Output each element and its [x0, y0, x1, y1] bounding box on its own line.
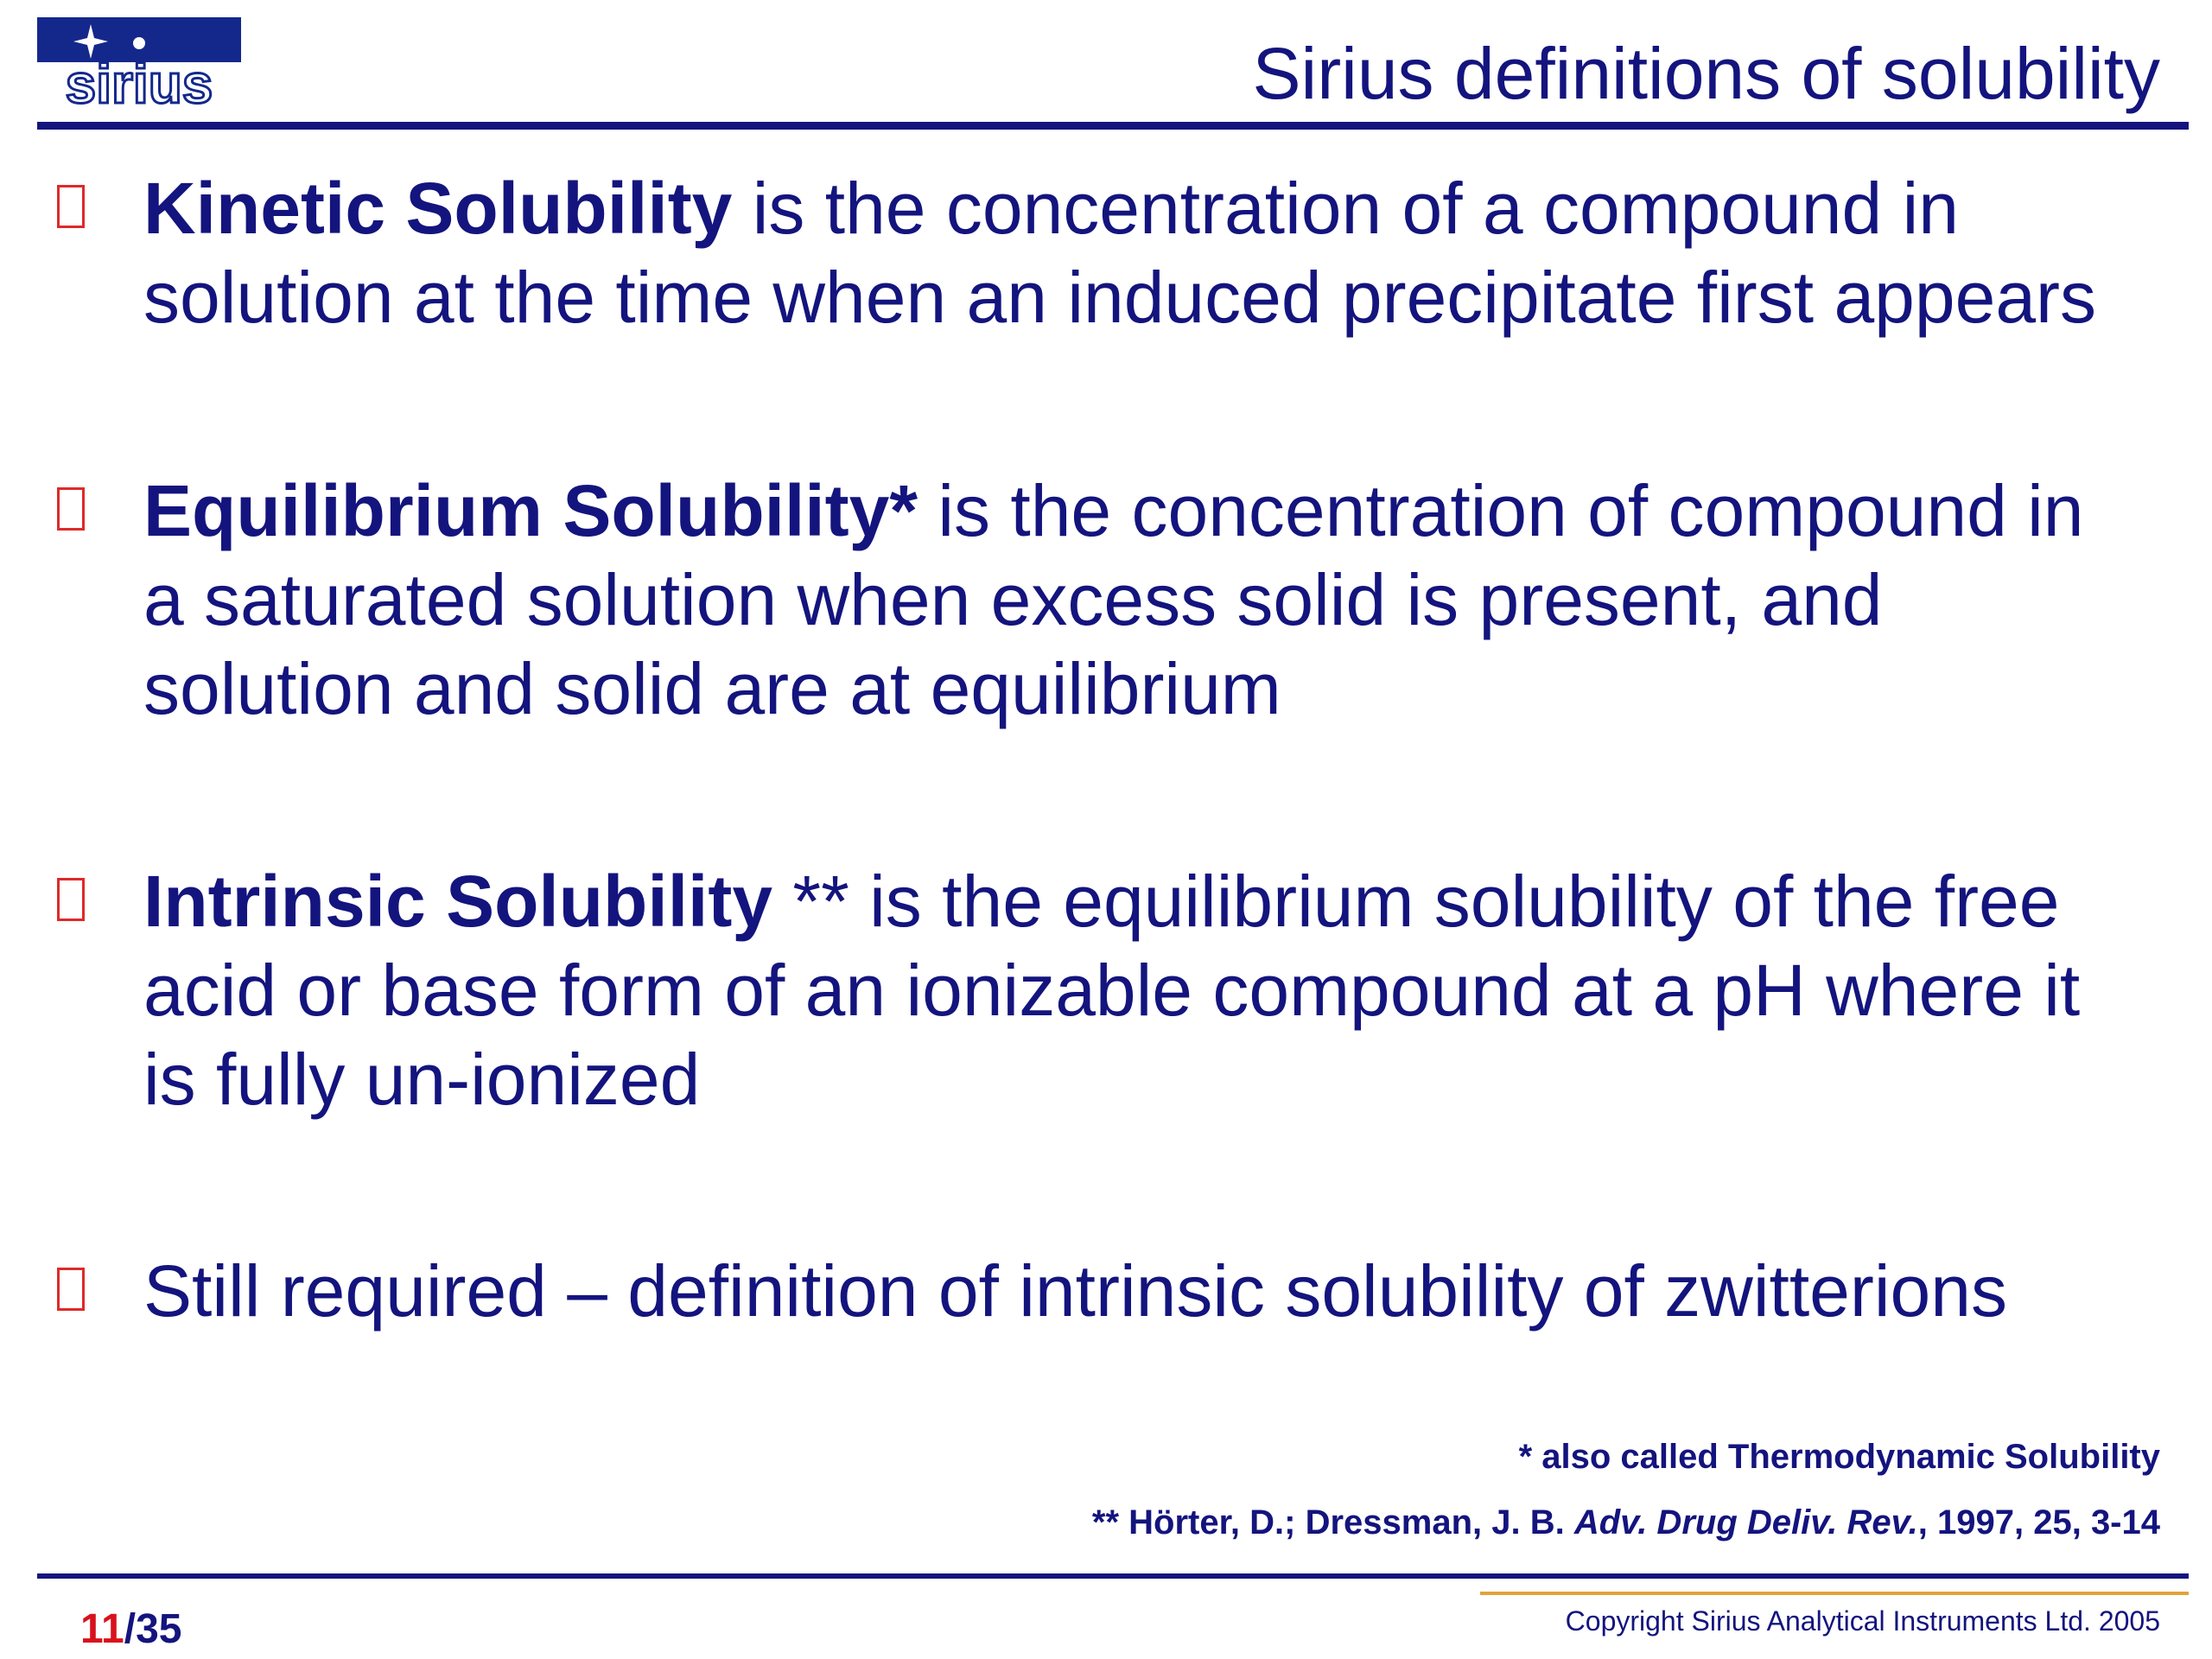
bullet-term: Kinetic Solubility [143, 168, 733, 249]
bullet-kinetic-solubility [143, 164, 2157, 342]
copyright-notice: Copyright Sirius Analytical Instruments Ltd. 2005 [1565, 1605, 2160, 1637]
bullet-line: is fully un-ionized [143, 1039, 701, 1120]
bullet-text: ** is the equilibrium solubility of the free [772, 861, 2060, 942]
footnote-reference [778, 1503, 2160, 1542]
bullet-term: Intrinsic Solubility [143, 861, 773, 942]
bullet-line: solution at the time when an induced precipitate first appears [143, 257, 2097, 338]
bullet-line: Still required – definition of intrinsic solubility of zwitterions [143, 1250, 2007, 1332]
reference-journal: Adv. Drug Deliv. Rev. [1573, 1503, 1918, 1541]
star-icon [37, 17, 241, 106]
page-current: 11 [80, 1606, 124, 1652]
sirius-logo [37, 17, 241, 106]
bullet-line: solution and solid are at equilibrium [143, 648, 1281, 729]
reference-details: , 1997, 25, 3-14 [1917, 1503, 2160, 1541]
logo-text: sirius [65, 53, 213, 106]
footer-divider [37, 1573, 2189, 1579]
bullet-marker-icon [57, 878, 85, 921]
bullet-term: Equilibrium Solubility* [143, 470, 918, 551]
header-divider [37, 122, 2189, 130]
bullet-line [143, 857, 2157, 946]
slide-title: Sirius definitions of solubility [1252, 33, 2160, 114]
footer-accent-line [1480, 1592, 2189, 1595]
bullet-line [143, 164, 2157, 253]
bullet-still-required [143, 1247, 2157, 1336]
bullet-intrinsic-solubility [143, 857, 2157, 1124]
bullet-marker-icon [57, 487, 85, 531]
bullet-line [143, 467, 2157, 556]
bullet-marker-icon [57, 185, 85, 228]
page-total: /35 [124, 1606, 182, 1652]
reference-authors: ** Hörter, D.; Dressman, J. B. [1091, 1503, 1574, 1541]
bullet-text: is the concentration of a compound in [732, 168, 1959, 249]
footnote-thermodynamic: * also called Thermodynamic Solubility [1518, 1438, 2160, 1476]
bullet-equilibrium-solubility [143, 467, 2157, 734]
bullet-line: a saturated solution when excess solid is present, and [143, 559, 1883, 640]
bullet-line: acid or base form of an ionizable compound at a pH where it [143, 950, 2081, 1031]
bullet-marker-icon [57, 1268, 85, 1311]
page-number [80, 1605, 181, 1653]
bullet-text: is the concentration of compound in [918, 470, 2084, 551]
